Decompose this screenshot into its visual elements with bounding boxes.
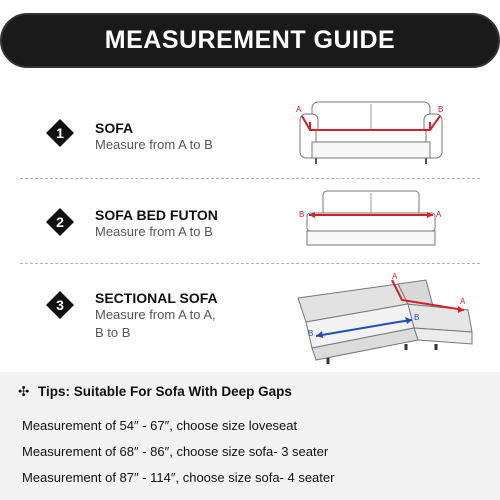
item-title: SECTIONAL SOFA	[95, 290, 218, 306]
number-badge-1-icon	[45, 118, 75, 148]
marker-a: A	[436, 210, 442, 219]
measurement-line: Measurement of 87″ - 114″, choose size sofa- 4 seater	[22, 470, 335, 485]
tips-text: Tips: Suitable For Sofa With Deep Gaps	[38, 384, 292, 399]
sofa-illustration-icon	[290, 92, 450, 172]
marker-a: A	[460, 297, 466, 306]
item-title: SOFA BED FUTON	[95, 207, 218, 223]
marker-b: B	[308, 329, 314, 338]
marker-b: B	[299, 210, 305, 219]
item-desc-line-1: Measure from A to A,	[95, 307, 216, 322]
item-desc: Measure from A to B	[95, 137, 213, 152]
tips-heading	[18, 384, 292, 400]
item-desc: Measure from A to B	[95, 224, 213, 239]
number-badge-3-icon	[45, 290, 75, 320]
header	[0, 0, 500, 80]
marker-b: B	[438, 105, 444, 114]
sectional-illustration-icon	[288, 270, 478, 370]
badge-number: 2	[56, 214, 64, 230]
item-title: SOFA	[95, 120, 134, 136]
measurement-line: Measurement of 54″ - 67″, choose size loveseat	[22, 418, 298, 433]
measurement-line: Measurement of 68″ - 86″, choose size sofa- 3 seater	[22, 444, 329, 459]
number-badge-2-icon	[45, 207, 75, 237]
marker-a: A	[392, 272, 398, 281]
divider	[20, 178, 480, 179]
futon-illustration-icon	[295, 185, 445, 255]
move-arrows-icon: ✣	[18, 384, 30, 399]
marker-b: B	[414, 313, 420, 322]
badge-number: 1	[56, 125, 64, 141]
item-desc-line-2: B to B	[95, 325, 131, 340]
divider	[20, 263, 480, 264]
marker-a: A	[296, 105, 302, 114]
page-title: MEASUREMENT GUIDE	[104, 26, 396, 54]
badge-number: 3	[56, 297, 64, 313]
